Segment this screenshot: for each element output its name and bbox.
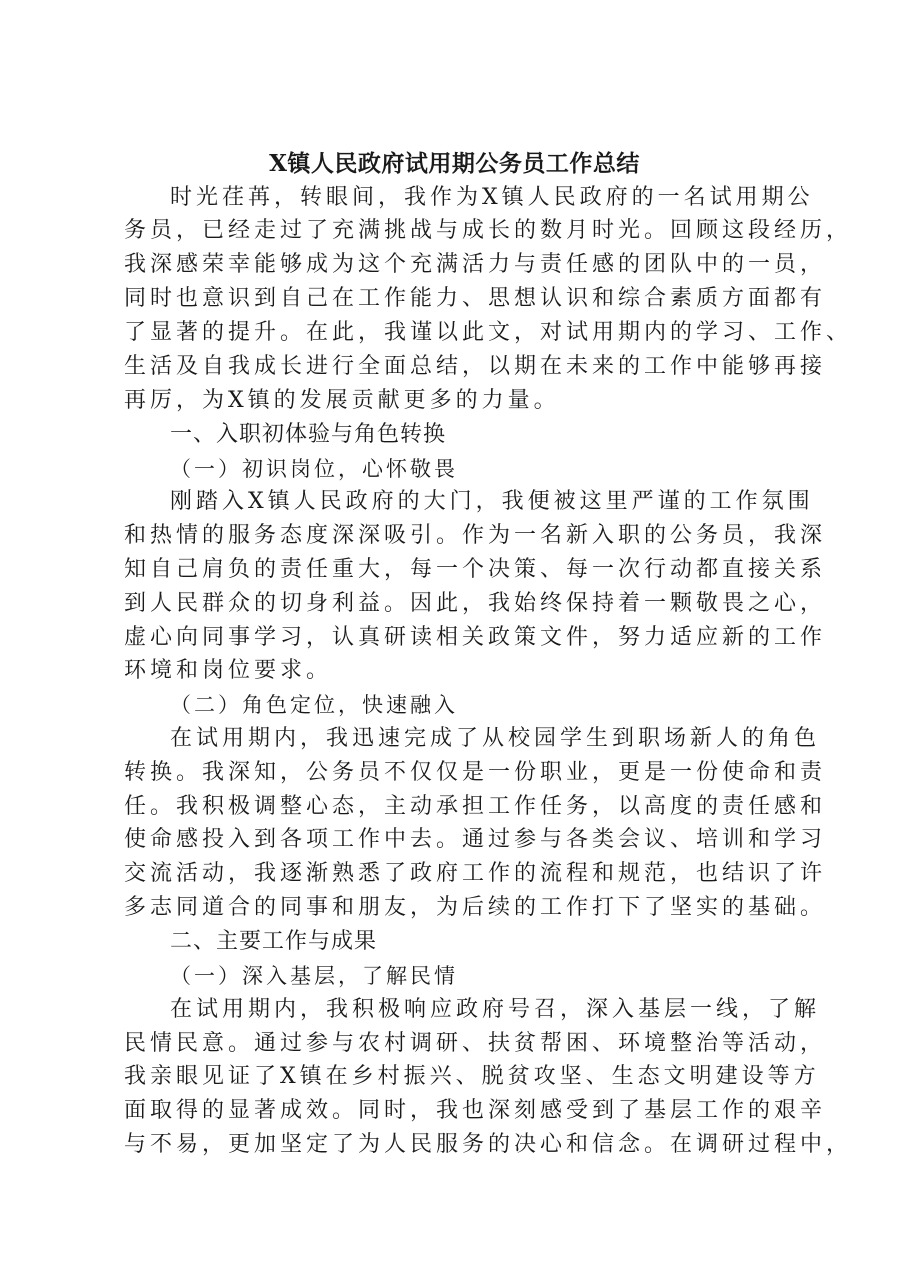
subsection-heading: （二）角色定位，快速融入 [170,693,458,717]
subsection-heading: （一）深入基层，了解民情 [170,964,458,988]
paragraph-line: 环境和岗位要求。 [124,658,333,683]
paragraph-line: 刚踏入X镇人民政府的大门，我便被这里严谨的工作氛围 [170,489,814,514]
paragraph-line: 民情民意。通过参与农村调研、扶贫帮困、环境整治等活动， [124,1031,827,1056]
section-heading: 二、主要工作与成果 [170,929,378,954]
paragraph-line: 生活及自我成长进行全面总结，以期在未来的工作中能够再接 [124,354,827,379]
paragraph-line: 转换。我深知，公务员不仅仅是一份职业，更是一份使命和责 [124,760,827,785]
section-heading: 一、入职初体验与角色转换 [170,422,447,447]
paragraph-line: 任。我积极调整心态，主动承担工作任务，以高度的责任感和 [124,794,827,819]
subsection-heading: （一）初识岗位，心怀敬畏 [170,457,458,481]
paragraph-line: 我亲眼见证了X镇在乡村振兴、脱贫攻坚、生态文明建设等方 [124,1064,820,1089]
paragraph-line: 了显著的提升。在此，我谨以此文，对试用期内的学习、工作、 [124,320,853,345]
paragraph-line: 同时也意识到自己在工作能力、思想认识和综合素质方面都有 [124,286,827,311]
paragraph-line: 交流活动，我逐渐熟悉了政府工作的流程和规范，也结识了许 [124,861,827,886]
paragraph-line: 多志同道合的同事和朋友，为后续的工作打下了坚实的基础。 [124,895,827,920]
document-title: X镇人民政府试用期公务员工作总结 [269,150,640,177]
paragraph-line: 到人民群众的切身利益。因此，我始终保持着一颗敬畏之心， [124,591,827,616]
paragraph-line: 与不易，更加坚定了为人民服务的决心和信念。在调研过程中， [124,1132,853,1157]
paragraph-line: 虚心向同事学习，认真研读相关政策文件，努力适应新的工作 [124,625,827,650]
paragraph-line: 我深感荣幸能够成为这个充满活力与责任感的团队中的一员， [124,252,827,277]
paragraph-line: 使命感投入到各项工作中去。通过参与各类会议、培训和学习 [124,827,827,852]
paragraph-line: 再厉，为X镇的发展贡献更多的力量。 [124,388,560,413]
paragraph-line: 在试用期内，我迅速完成了从校园学生到职场新人的角色 [170,726,821,751]
paragraph-line: 知自己肩负的责任重大，每一个决策、每一次行动都直接关系 [124,557,827,582]
paragraph-line: 面取得的显著成效。同时，我也深刻感受到了基层工作的艰辛 [124,1098,827,1123]
paragraph-line: 和热情的服务态度深深吸引。作为一名新入职的公务员，我深 [124,523,827,548]
paragraph-line: 务员，已经走过了充满挑战与成长的数月时光。回顾这段经历， [124,218,853,243]
paragraph-line: 在试用期内，我积极响应政府号召，深入基层一线，了解 [170,997,821,1022]
paragraph-line: 时光荏苒，转眼间，我作为X镇人民政府的一名试用期公 [170,185,814,210]
